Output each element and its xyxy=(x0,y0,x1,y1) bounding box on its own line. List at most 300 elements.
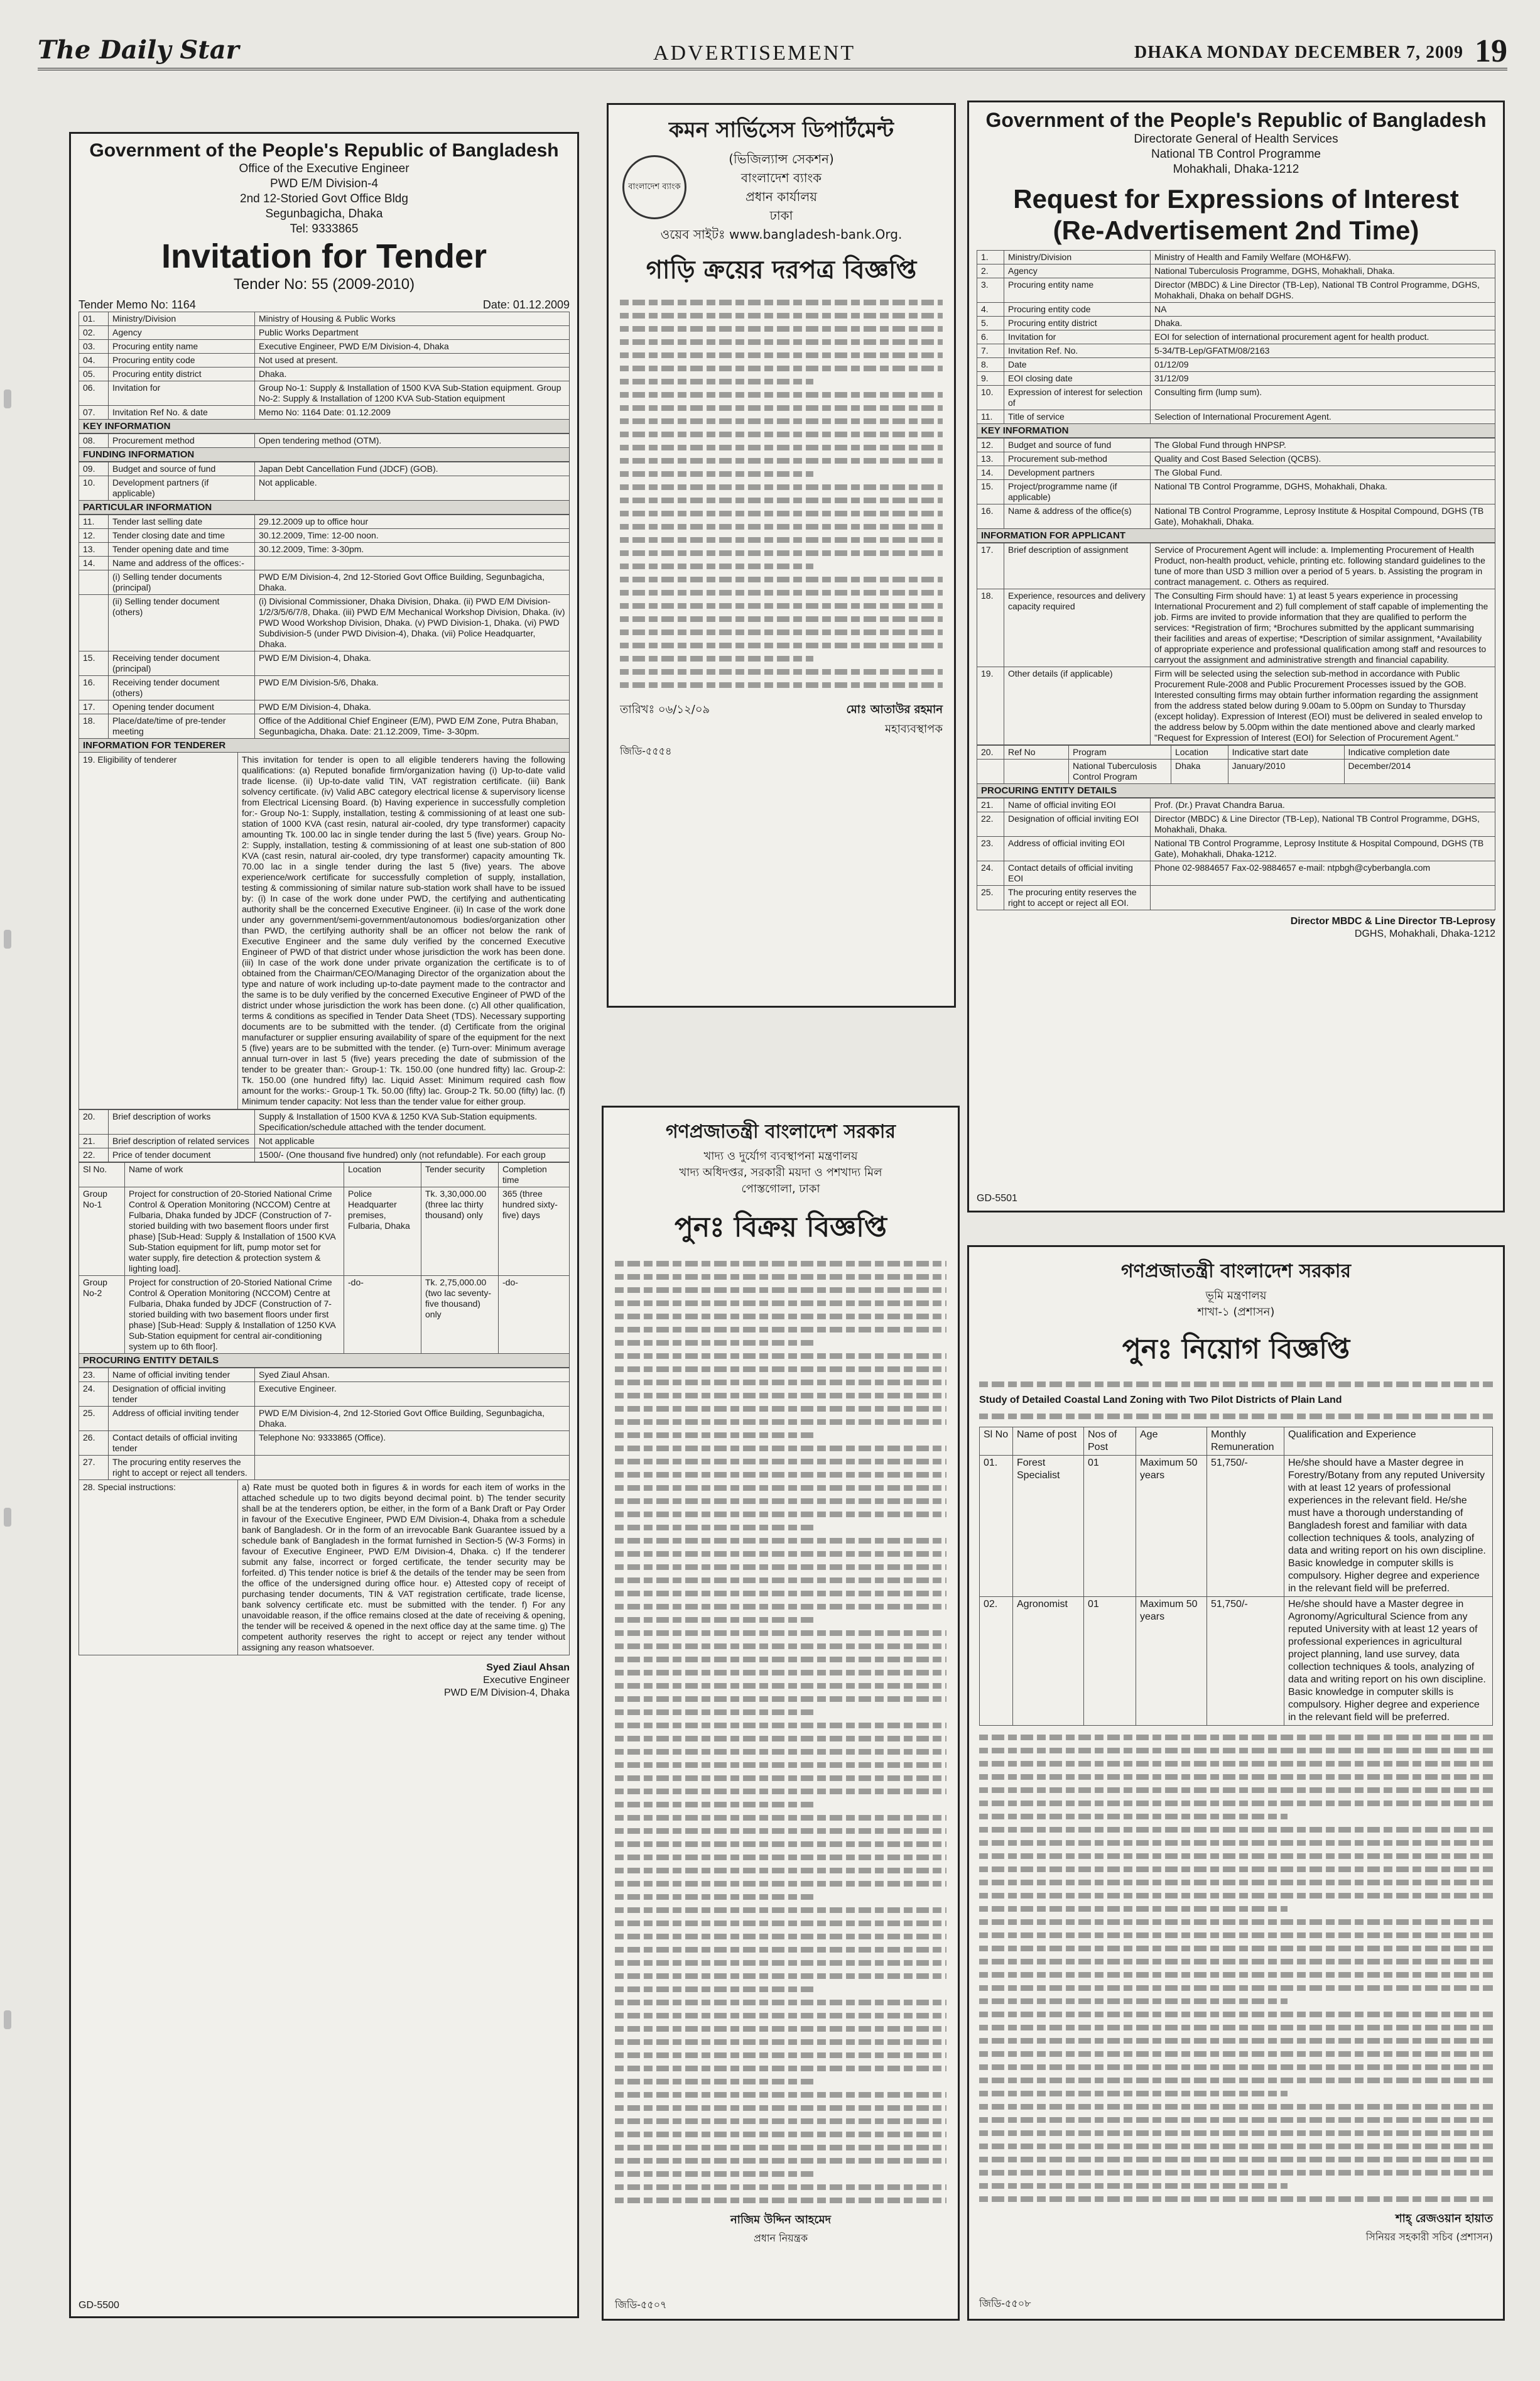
table-cell: National Tuberculosis Programme, DGHS, Mohakhali, Dhaka. xyxy=(1151,264,1495,278)
table-cell: 22. xyxy=(79,1148,109,1162)
table-cell: 4. xyxy=(977,303,1004,317)
table-cell: 21. xyxy=(79,1135,109,1148)
text-line xyxy=(615,1630,946,1636)
info-table xyxy=(79,515,570,739)
table-cell: 01 xyxy=(1084,1597,1136,1726)
table-cell: 01 xyxy=(1084,1456,1136,1597)
text-line xyxy=(615,1789,946,1794)
special-instructions-label: 28. Special instructions: xyxy=(79,1480,238,1655)
table-cell: Sl No xyxy=(980,1427,1013,1456)
table-cell: Program xyxy=(1069,746,1171,760)
table-row xyxy=(977,466,1495,480)
text-line xyxy=(615,1406,946,1412)
text-line xyxy=(615,2198,946,2203)
text-line xyxy=(615,1775,946,1781)
text-line xyxy=(979,2012,1493,2017)
table-row xyxy=(977,667,1495,745)
text-line xyxy=(615,1670,946,1675)
table-row xyxy=(79,1135,570,1148)
text-line xyxy=(620,682,943,688)
text-line xyxy=(615,1921,946,1926)
text-line xyxy=(615,1907,946,1913)
table-cell: Location xyxy=(1171,746,1228,760)
signatory-office: PWD E/M Division-4, Dhaka xyxy=(443,1687,570,1698)
body-text xyxy=(620,300,943,688)
table-cell: National TB Control Programme, Leprosy Institute & Hospital Compound, DGHS (TB Gate), Mohakhali, Dhaka-1212. xyxy=(1151,837,1495,861)
signatory-title: Director MBDC & Line Director TB-Leprosy xyxy=(1290,916,1495,927)
table-cell: January/2010 xyxy=(1228,760,1344,784)
table-cell xyxy=(255,557,570,570)
table-row xyxy=(977,746,1495,760)
signatory-title: মহাব্যবস্থাপক xyxy=(885,722,943,736)
table-cell: Public Works Department xyxy=(255,326,570,340)
table-cell: Phone 02-9884657 Fax-02-9884657 e-mail: ntpbgh@cyberbangla.com xyxy=(1151,861,1495,886)
table-cell: Ministry of Housing & Public Works xyxy=(255,312,570,326)
table-row xyxy=(980,1456,1493,1597)
text-line xyxy=(615,1432,814,1438)
table-row xyxy=(977,837,1495,861)
text-line xyxy=(979,2117,1493,2123)
table-cell: 24. xyxy=(79,1382,109,1407)
text-line xyxy=(620,326,943,332)
table-cell: Executive Engineer, PWD E/M Division-4, Dhaka xyxy=(255,340,570,354)
text-line xyxy=(615,1696,946,1702)
table-cell: 04. xyxy=(79,354,109,368)
table-cell: 3. xyxy=(977,278,1004,303)
table-row xyxy=(977,504,1495,529)
table-row xyxy=(79,340,570,354)
text-line xyxy=(620,392,943,398)
table-row xyxy=(79,312,570,326)
table-cell: Procuring entity code xyxy=(1004,303,1151,317)
table-row xyxy=(79,462,570,476)
section-heading: PROCURING ENTITY DETAILS xyxy=(977,784,1495,798)
section-heading: PARTICULAR INFORMATION xyxy=(79,501,570,515)
text-line xyxy=(620,629,943,635)
table-cell: Completion time xyxy=(499,1163,570,1187)
table-cell: Ref No xyxy=(1004,746,1069,760)
text-line xyxy=(615,1868,946,1873)
text-line xyxy=(979,1906,1288,1912)
table-cell: Development partners xyxy=(1004,466,1151,480)
table-row xyxy=(79,1368,570,1382)
special-instructions: a) Rate must be quoted both in figures & in words for each item of works in the attached schedule up to two digits beyond decimal point. b) The tender security shall be at the tenderers option, be either, in the form of a Bank Draft or Pay Order in favour of the Executive Engineer, PWD E/M Division-4, Dhaka from a schedule bank of Bangladesh. Or in the form of an irrevocable Bank Guarantee issued by a schedule bank of Bangladesh in the format furnished in Section-5 (W-3 Forms) in favour of Executive Engineer, PWD E/M Division-4, Dhaka. c) If the tenderer submit any false, incorrect or forged certificate, the tender security may be forfeited. d) This tender notice is brief & the details of the tender may be seen from the office of the undersigned during office hour. e) Attested copy of receipt of purchasing tender documents, TIN & VAT registration certificate, trade license, bank solvency certificate etc. must be submitted with the tender. f) For any unavoidable reason, if the office remains closed at the date of receiving & opening, the tender will be received & opened in the next office day at the same time. g) The competent authority reserves the right to accept or reject any tender without assigning any reason whatsoever. xyxy=(242,1482,565,1652)
ad-code: GD-5501 xyxy=(977,1193,1017,1204)
bank-seal-icon: বাংলাদেশ ব্যাংক xyxy=(622,155,686,219)
table-cell: Name & address of the office(s) xyxy=(1004,504,1151,529)
table-cell: The procuring entity reserves the right to accept or reject all EOI. xyxy=(1004,886,1151,910)
text-line xyxy=(615,2132,946,2137)
info-table xyxy=(79,433,570,448)
text-line xyxy=(979,1761,1493,1767)
text-line xyxy=(620,590,943,596)
table-cell: Procurement method xyxy=(109,434,255,448)
text-line xyxy=(620,313,943,319)
text-line xyxy=(620,656,813,662)
table-row xyxy=(977,264,1495,278)
text-line xyxy=(620,550,943,556)
table-cell: (ii) Selling tender document (others) xyxy=(109,595,255,651)
table-cell: Expression of interest for selection of xyxy=(1004,386,1151,410)
table-cell: 01/12/09 xyxy=(1151,358,1495,372)
table-cell xyxy=(1151,886,1495,910)
table-cell: 24. xyxy=(977,861,1004,886)
text-line xyxy=(620,458,943,464)
table-cell: Address of official inviting EOI xyxy=(1004,837,1151,861)
table-cell: 13. xyxy=(977,452,1004,466)
text-line xyxy=(615,1393,946,1398)
text-line xyxy=(615,2145,946,2150)
table-row xyxy=(977,251,1495,264)
table-cell: Not applicable. xyxy=(255,476,570,501)
text-line xyxy=(615,1709,814,1715)
table-cell xyxy=(1004,760,1069,784)
ad-heading: পুনঃ নিয়োগ বিজ্ঞপ্তি xyxy=(1122,1333,1350,1365)
text-line xyxy=(615,1551,946,1557)
office-line: National TB Control Programme xyxy=(1151,148,1321,161)
text-line xyxy=(979,1880,1493,1885)
ad-date: তারিখঃ ০৬/১২/০৯ xyxy=(620,703,710,716)
table-cell: Ministry of Health and Family Welfare (MOH&FW). xyxy=(1151,251,1495,264)
text-line xyxy=(615,2026,946,2032)
table-cell: Dhaka xyxy=(1171,760,1228,784)
table-cell: (i) Divisional Commissioner, Dhaka Division, Dhaka. (ii) PWD E/M Division-1/2/3/5/6/7/8, Dhaka. (iii) PWD E/M Mechanical Workshop Division, Dhaka. (iv) PWD Wood Workshop Division, Dhaka. (v) PWD Division-1, Dhaka. (vi) PWD Subdivision-5 (under PWD Division-4), Dhaka. (vii) Police Headquarter, Dhaka. xyxy=(255,595,570,651)
text-line xyxy=(615,1960,946,1966)
table-cell: Contact details of official inviting EOI xyxy=(1004,861,1151,886)
table-cell: Selection of International Procurement Agent. xyxy=(1151,410,1495,424)
table-cell: Open tendering method (OTM). xyxy=(255,434,570,448)
text-line xyxy=(979,2183,1288,2189)
text-line xyxy=(620,445,943,450)
table-cell: Location xyxy=(344,1163,421,1187)
text-line xyxy=(620,379,813,384)
ministry-line: খাদ্য অধিদপ্তর, সরকারী ময়দা ও পশখাদ্য মিল xyxy=(679,1166,882,1179)
table-cell: 19. xyxy=(977,667,1004,745)
table-cell: Brief description of assignment xyxy=(1004,543,1151,589)
section-heading: FUNDING INFORMATION xyxy=(79,448,570,462)
text-line xyxy=(615,1683,946,1689)
info-table xyxy=(977,438,1495,529)
text-line xyxy=(615,1841,946,1847)
text-line xyxy=(615,1459,946,1464)
table-cell: 20. xyxy=(79,1110,109,1135)
table-cell: Procuring entity district xyxy=(1004,317,1151,330)
table-cell: 16. xyxy=(79,676,109,700)
table-cell: 11. xyxy=(977,410,1004,424)
text-line xyxy=(620,498,943,503)
table-cell: Budget and source of fund xyxy=(109,462,255,476)
table-cell: 5. xyxy=(977,317,1004,330)
table-cell: Development partners (if applicable) xyxy=(109,476,255,501)
text-line xyxy=(615,1498,946,1504)
eligibility-label: 19. Eligibility of tenderer xyxy=(79,753,238,1109)
text-line xyxy=(615,1564,946,1570)
table-cell: Police Headquarter premises, Fulbaria, Dhaka xyxy=(344,1187,421,1276)
table-cell: -do- xyxy=(344,1276,421,1354)
text-line xyxy=(615,1749,946,1755)
text-line xyxy=(979,1774,1493,1780)
table-cell: Group No-1: Supply & Installation of 1500 KVA Sub-Station equipment. Group No-2: Supply & Installation of 1200 KVA Sub-Station equipment xyxy=(255,381,570,406)
ad-code: জিডি-৫৫০৭ xyxy=(615,2299,667,2311)
table-row xyxy=(977,303,1495,317)
department-line: ঢাকা xyxy=(769,208,793,223)
table-cell: 25. xyxy=(977,886,1004,910)
table-cell: Agency xyxy=(109,326,255,340)
department-line: প্রধান কার্যালয় xyxy=(745,189,818,204)
table-cell: 11. xyxy=(79,515,109,529)
table-cell: Budget and source of fund xyxy=(1004,439,1151,452)
text-line xyxy=(620,471,813,477)
ministry-line: শাখা-১ (প্রশাসন) xyxy=(1197,1305,1275,1319)
program-table xyxy=(977,745,1495,784)
government-heading: Government of the People's Republic of Bangladesh xyxy=(985,109,1487,131)
office-line: Mohakhali, Dhaka-1212 xyxy=(1173,163,1299,176)
table-cell: Invitation Ref. No. xyxy=(1004,344,1151,358)
ad-heading: গাড়ি ক্রয়ের দরপত্র বিজ্ঞপ্তি xyxy=(646,256,917,285)
text-line xyxy=(615,1525,814,1530)
table-cell: Invitation for xyxy=(1004,330,1151,344)
table-cell: Address of official inviting tender xyxy=(109,1407,255,1431)
signatory-name: নাজিম উদ্দিন আহমেদ xyxy=(730,2213,832,2226)
table-cell: Ministry/Division xyxy=(1004,251,1151,264)
table-cell: The Consulting Firm should have: 1) at least 5 years experience in processing International Procurement and 2) full complement of staff capable of implementing the job. Firms are invited to provide information that they are qualified to perform the services: *Registration of firm; *Brochures submitted by the applicant summarising their facilities and areas of expertise; *Description of similar assignment, *Availability of appropriate experience and professional qualification among staff and resources to carryout the assignment and administrative strength and financial capability. xyxy=(1151,589,1495,667)
issue-date: DHAKA MONDAY DECEMBER 7, 2009 xyxy=(1134,43,1463,62)
text-line xyxy=(615,1617,814,1623)
text-line xyxy=(620,352,943,358)
table-cell: 12. xyxy=(79,529,109,543)
table-cell: Quality and Cost Based Selection (QCBS). xyxy=(1151,452,1495,466)
table-row xyxy=(977,372,1495,386)
table-cell: Agronomist xyxy=(1013,1597,1084,1726)
table-cell: Office of the Additional Chief Engineer (E/M), PWD E/M Zone, Putra Bhaban, Segunbagicha, Dhaka. Date: 21.12.2009, Time- 3-30pm. xyxy=(255,714,570,739)
table-row xyxy=(79,381,570,406)
table-cell: 03. xyxy=(79,340,109,354)
text-line xyxy=(615,1366,946,1372)
ad-code: জিডি-৫৫০৮ xyxy=(979,2297,1031,2309)
table-row xyxy=(980,1597,1493,1726)
tender-memo: Tender Memo No: 1164 xyxy=(79,298,196,311)
text-line xyxy=(979,1866,1493,1872)
ad-title: Request for Expressions of Interest xyxy=(1013,184,1459,214)
text-line xyxy=(615,1855,946,1860)
text-line xyxy=(615,1538,946,1544)
table-row xyxy=(79,1110,570,1135)
table-cell: Tender last selling date xyxy=(109,515,255,529)
text-line xyxy=(620,616,943,622)
table-cell: Firm will be selected using the selection sub-method in accordance with Public Procurement Rule-2008 and Public Procurement Processes issued by the GOB. Interested consulting firms may obtain further information regarding the assignment from the address stated below during 9.00am to 5.00pm on Sunday to Thursday (except holiday). Expression of Interest (EOI) must be delivered in sealed envelop to the address below by 5.00pm within the date mentioned above and clearly marked "Request for Expression of Interest (EOI) for Selection of Procurement Agent." xyxy=(1151,667,1495,745)
table-cell: 30.12.2009, Time: 3-30pm. xyxy=(255,543,570,557)
table-cell: Tk. 2,75,000.00 (two lac seventy-five thousand) only xyxy=(421,1276,499,1354)
text-line xyxy=(979,2051,1493,2057)
bank-vehicle-tender-ad xyxy=(607,103,956,1008)
table-cell: Not used at present. xyxy=(255,354,570,368)
table-cell: 1500/- (One thousand five hundred) only (not refundable). For each group xyxy=(255,1148,570,1162)
government-heading: গণপ্রজাতন্ত্রী বাংলাদেশ সরকার xyxy=(666,1121,896,1143)
table-cell: 9. xyxy=(977,372,1004,386)
text-line xyxy=(615,1762,946,1768)
conditions-text xyxy=(979,1735,1493,2202)
table-cell: Receiving tender document (others) xyxy=(109,676,255,700)
table-cell: Date xyxy=(1004,358,1151,372)
table-cell: Name and address of the offices:- xyxy=(109,557,255,570)
ad-code: GD-5500 xyxy=(79,2300,119,2311)
table-cell: 2. xyxy=(977,264,1004,278)
table-row xyxy=(79,595,570,651)
table-cell: 23. xyxy=(79,1368,109,1382)
table-cell: 1. xyxy=(977,251,1004,264)
table-cell: 09. xyxy=(79,462,109,476)
text-line xyxy=(620,603,943,609)
government-heading: Government of the People's Republic of Bangladesh xyxy=(89,140,559,161)
table-cell: Other details (if applicable) xyxy=(1004,667,1151,745)
table-cell: PWD E/M Division-4, Dhaka. xyxy=(255,651,570,676)
table-cell: 16. xyxy=(977,504,1004,529)
text-line xyxy=(979,1801,1493,1806)
text-line xyxy=(615,1881,946,1887)
text-line xyxy=(979,1827,1493,1833)
table-row xyxy=(79,700,570,714)
table-cell: Sl No. xyxy=(79,1163,125,1187)
text-line xyxy=(615,1894,814,1900)
recruitment-notice-ad xyxy=(967,1245,1505,2321)
table-cell: Procurement sub-method xyxy=(1004,452,1151,466)
signatory-title: Executive Engineer xyxy=(483,1675,570,1686)
text-line xyxy=(615,2079,814,2084)
table-cell: Opening tender document xyxy=(109,700,255,714)
table-cell: Invitation Ref No. & date xyxy=(109,406,255,420)
table-cell: Procuring entity name xyxy=(1004,278,1151,303)
government-heading: গণপ্রজাতন্ত্রী বাংলাদেশ সরকার xyxy=(1121,1260,1351,1282)
works-table xyxy=(79,1162,570,1354)
ministry-line: খাদ্য ও দুর্যোগ ব্যবস্থাপনা মন্ত্রণালয় xyxy=(703,1150,858,1163)
text-line xyxy=(615,1591,946,1596)
table-cell: The Global Fund. xyxy=(1151,466,1495,480)
section-heading: INFORMATION FOR APPLICANT xyxy=(977,529,1495,543)
table-cell: Procuring entity name xyxy=(109,340,255,354)
website-line: ওয়েব সাইটঃ www.bangladesh-bank.Org. xyxy=(660,227,903,242)
text-line xyxy=(615,1380,946,1385)
table-row xyxy=(79,1187,570,1276)
text-line xyxy=(615,1657,946,1662)
section-heading: KEY INFORMATION xyxy=(79,420,570,433)
table-cell: Project for construction of 20-Storied National Crime Control & Operation Monitoring (NCCOM) Centre at Fulbaria, Dhaka funded by JDCF (Construction of 7-storied building with two basement floors under first phase) [Sub-Head: Supply & Installation of 1250 KVA Sub-Station equipment for central air-conditioning system up to 6th floor]. xyxy=(125,1276,344,1354)
text-line xyxy=(615,1327,946,1332)
table-row xyxy=(79,651,570,676)
table-cell: 02. xyxy=(79,326,109,340)
section-label: ADVERTISEMENT xyxy=(653,41,856,65)
table-cell: Age xyxy=(1136,1427,1207,1456)
table-cell: Name of official inviting tender xyxy=(109,1368,255,1382)
info-table xyxy=(79,312,570,420)
text-line xyxy=(615,1802,814,1807)
text-line xyxy=(615,1287,946,1293)
text-line xyxy=(615,2066,946,2071)
table-cell: Director (MBDC) & Line Director (TB-Lep), National TB Control Programme, DGHS, Mohakhali, Dhaka. xyxy=(1151,812,1495,837)
table-cell: 07. xyxy=(79,406,109,420)
info-table xyxy=(79,1109,570,1162)
text-line xyxy=(615,1815,946,1821)
table-cell: 25. xyxy=(79,1407,109,1431)
binding-hole xyxy=(4,2010,11,2029)
table-cell: Project for construction of 20-Storied National Crime Control & Operation Monitoring (NCCOM) Centre at Fulbaria, Dhaka funded by JDCF (Construction of 7-storied building with two basement floors under first phase) [Sub-Head: Supply & Installation of 1500 KVA Sub-Station equipment for lift, pump motor set for water supply, fire detection & protection system & lighting load]. xyxy=(125,1187,344,1276)
table-cell: He/she should have a Master degree in Agronomy/Agricultural Science from any reputed University with at least 12 years of professional experiences in agricultural project planning, land use survey, data collection techniques & tools, analyzing of data and writing report on his own discipline. Basic knowledge in computer skills is compulsory. Higher degree and experience in the relevant field will be preferred. xyxy=(1284,1597,1493,1726)
table-cell: 22. xyxy=(977,812,1004,837)
text-line xyxy=(979,1972,1493,1978)
binding-hole xyxy=(4,1508,11,1527)
text-line xyxy=(615,1472,946,1478)
text-line xyxy=(620,564,813,569)
table-row xyxy=(977,439,1495,452)
table-cell: National Tuberculosis Control Program xyxy=(1069,760,1171,784)
table-cell: Dhaka. xyxy=(255,368,570,381)
text-line xyxy=(615,2092,946,2098)
table-cell: 31/12/09 xyxy=(1151,372,1495,386)
table-cell: Telephone No: 9333865 (Office). xyxy=(255,1431,570,1456)
table-row xyxy=(79,515,570,529)
text-line xyxy=(620,537,943,543)
table-cell: Place/date/time of pre-tender meeting xyxy=(109,714,255,739)
table-row xyxy=(79,570,570,595)
resale-notice-ad xyxy=(602,1106,960,2321)
project-name: Study of Detailed Coastal Land Zoning with Two Pilot Districts of Plain Land xyxy=(979,1395,1342,1405)
text-line xyxy=(979,1787,1493,1793)
text-line xyxy=(979,2170,1493,2176)
table-cell: 6. xyxy=(977,330,1004,344)
text-line xyxy=(620,405,943,411)
table-row xyxy=(79,676,570,700)
office-line: Tel: 9333865 xyxy=(290,222,359,236)
table-cell: 21. xyxy=(977,798,1004,812)
table-cell: Name of work xyxy=(125,1163,344,1187)
text-line xyxy=(979,1932,1493,1938)
newspaper-name: The Daily Star xyxy=(38,35,239,65)
table-cell: Memo No: 1164 Date: 01.12.2009 xyxy=(255,406,570,420)
table-cell xyxy=(79,595,109,651)
text-line xyxy=(615,2158,946,2164)
tender-advertisement xyxy=(69,132,579,2318)
table-cell: 7. xyxy=(977,344,1004,358)
text-line xyxy=(615,1300,946,1306)
table-cell: Name of official inviting EOI xyxy=(1004,798,1151,812)
ministry-line: পোস্তগোলা, ঢাকা xyxy=(741,1182,820,1196)
text-line xyxy=(615,1340,814,1346)
table-row xyxy=(79,557,570,570)
table-cell: Maximum 50 years xyxy=(1136,1456,1207,1597)
table-row xyxy=(977,543,1495,589)
table-row xyxy=(977,386,1495,410)
office-line: 2nd 12-Storied Govt Office Bldg xyxy=(240,192,408,205)
text-line xyxy=(615,1828,946,1834)
table-row xyxy=(79,714,570,739)
table-cell: Designation of official inviting EOI xyxy=(1004,812,1151,837)
table-row xyxy=(980,1427,1493,1456)
binding-hole xyxy=(4,390,11,408)
table-cell: 29.12.2009 up to office hour xyxy=(255,515,570,529)
table-cell: EOI closing date xyxy=(1004,372,1151,386)
table-cell: 18. xyxy=(977,589,1004,667)
table-cell: EOI for selection of international procurement agent for health product. xyxy=(1151,330,1495,344)
table-cell: 15. xyxy=(79,651,109,676)
table-cell: (i) Selling tender documents (principal) xyxy=(109,570,255,595)
section-heading: PROCURING ENTITY DETAILS xyxy=(79,1354,570,1368)
table-row xyxy=(79,1148,570,1162)
text-line xyxy=(615,1973,946,1979)
text-line xyxy=(979,2038,1493,2044)
tender-date: Date: 01.12.2009 xyxy=(482,298,570,311)
table-row xyxy=(977,330,1495,344)
table-cell: Monthly Remuneration xyxy=(1207,1427,1284,1456)
table-cell: Group No-2 xyxy=(79,1276,125,1354)
